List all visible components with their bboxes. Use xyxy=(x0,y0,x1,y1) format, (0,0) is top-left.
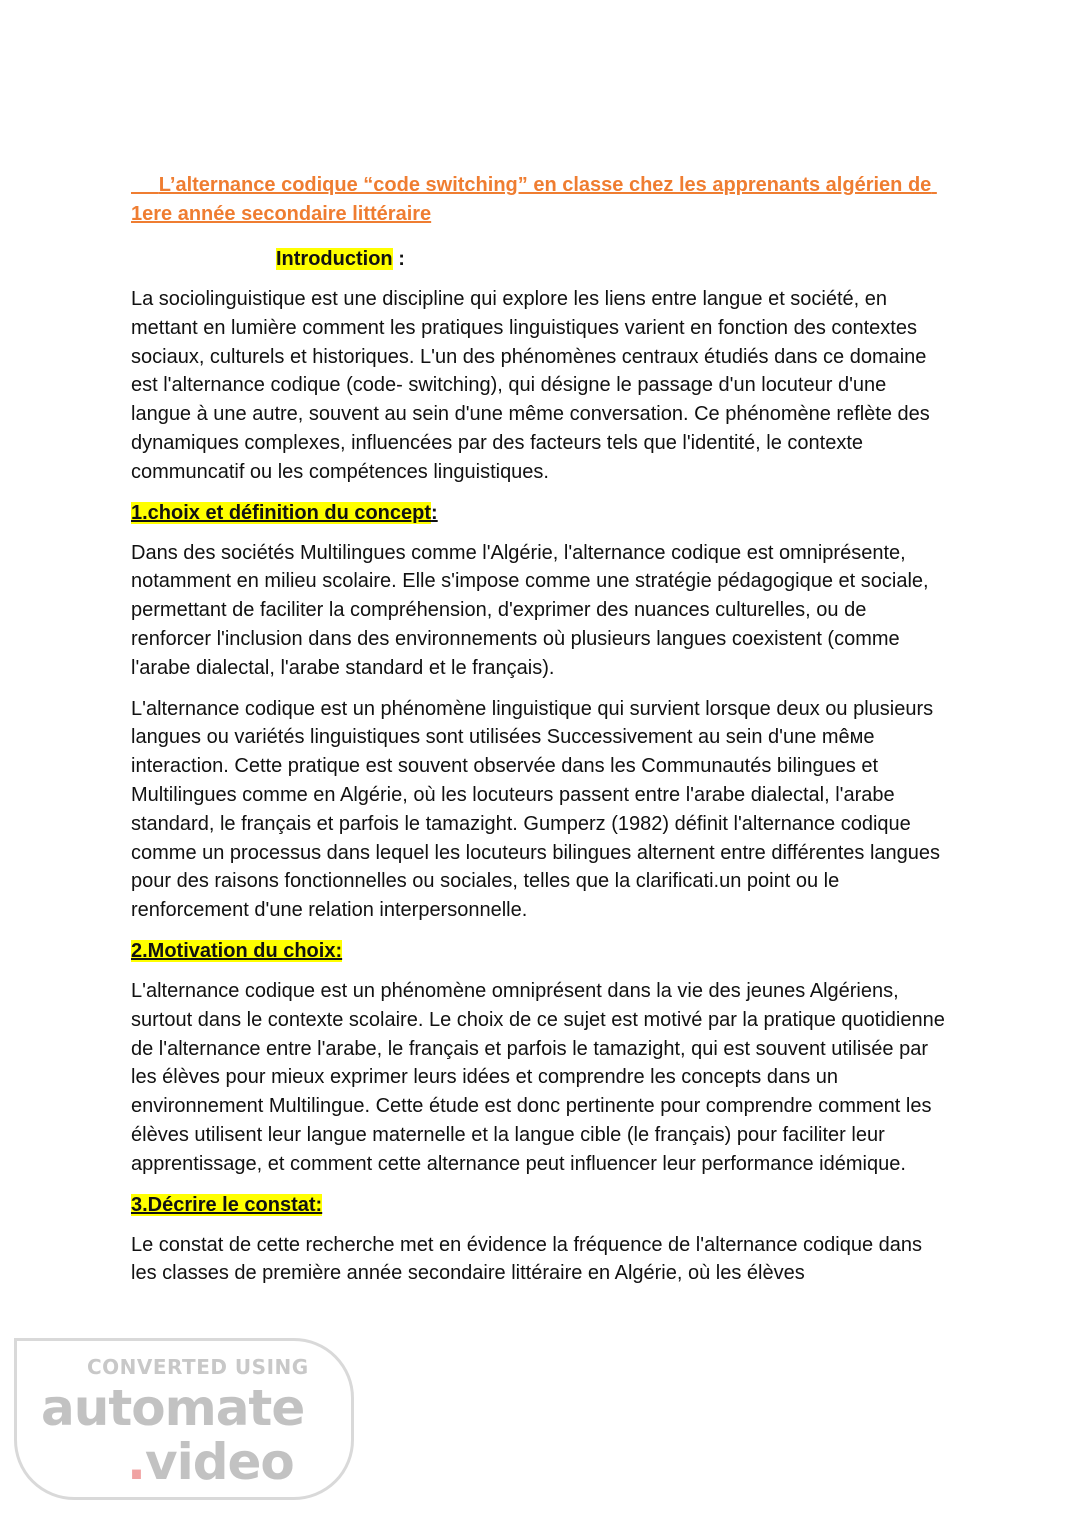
introduction-heading-label: Introduction xyxy=(276,248,393,270)
introduction-heading-suffix: : xyxy=(392,248,405,270)
document-title: L’alternance codique “code switching” en classe chez les apprenants algérien de 1ere année secondaire littéraire xyxy=(131,174,937,225)
introduction-paragraph: La sociolinguistique est une discipline qui explore les liens entre langue et société, en mettant en lumière comment les pratiques linguistiques varient en fonction des contextes sociaux, culturels et historiques. L'un des phénomènes centraux étudiés dans ce domaine est l'alternance codique (code- switching), qui désigne le passage d'un locuteur d'une langue à une autre, souvent au sein d'une même conversation. Ce phénomène reflète des dynamiques complexes, influencées par des facteurs tels que l'identité, le contexte communcatif ou les compétences linguistiques. xyxy=(131,288,930,483)
introduction-heading xyxy=(276,245,951,273)
section2-heading xyxy=(131,937,951,965)
section3-paragraph: Le constat de cette recherche met en évidence la fréquence de l'alternance codique dans les classes de première année secondaire littéraire en Algérie, où les élèves xyxy=(131,1233,923,1285)
section1-paragraph-2: L'alternance codique est un phénomène linguistique qui survient lorsque deux ou plusieurs langues ou variétés linguistiques sont utilisées Successivement au sein d'une mêмe interaction. Cette pratique est souvent observée dans les Communautés bilingues et Multilingues comme en Algérie, où les locuteurs passent entre l'arabe dialectal, l'arabe standard, le français et parfois le tamazight. Gumperz (1982) définit l'alternance codique comme un processus dans lequel les locuteurs bilingues alternent entre différentes langues pour des raisons fonctionnelles ou sociales, telles que la clarificati.un point ou le renforcement d'une relation interpersonnelle. xyxy=(131,697,941,922)
section2-heading-label: 2.Motivation du choix: xyxy=(131,939,343,962)
section2-paragraph: L'alternance codique est un phénomène omniprésent dans la vie des jeunes Algériens, surtout dans le contexte scolaire. Le choix de ce sujet est motivé par la pratique quotidienne de l'alternance entre l'arabe, le français et parfois le tamazight, qui est souvent utilisée par les élèves pour mieux exprimer leurs idées et comprendre les concepts dans un environnement Multilingue. Cette étude est donc pertinente pour comprendre comment les élèves utilisent leur langue maternelle et la langue cible (le français) pour faciliter leur apprentissage, et comment cette alternance peut influencer leur performance idémique. xyxy=(131,979,945,1175)
section1-heading-label: 1.choix et définition du concept xyxy=(131,501,432,524)
watermark-dot: . xyxy=(127,1433,145,1491)
watermark-brand-video xyxy=(127,1433,294,1491)
converter-watermark xyxy=(14,1338,354,1500)
section1-paragraph-1: Dans des sociétés Multilingues comme l'Algérie, l'alternance codique est omniprésente, notamment en milieu scolaire. Elle s'impose comme une stratégie pédagogique et sociale, permettant de faciliter la compréhension, d'exprimer des nuances culturelles, ou de renforcer l'inclusion dans des environnements où plusieurs langues coexistent (comme l'arabe dialectal, l'arabe standard et le français). xyxy=(131,541,929,679)
section3-heading xyxy=(131,1191,951,1219)
watermark-brand-automate: automate xyxy=(41,1379,305,1437)
watermark-caption: CONVERTED USING xyxy=(87,1355,309,1379)
section1-heading xyxy=(131,499,951,527)
section1-heading-suffix: : xyxy=(431,501,438,524)
watermark-video-text: video xyxy=(145,1433,294,1491)
section3-heading-label: 3.Décrire le constat: xyxy=(131,1193,323,1216)
document-page xyxy=(131,171,951,1300)
